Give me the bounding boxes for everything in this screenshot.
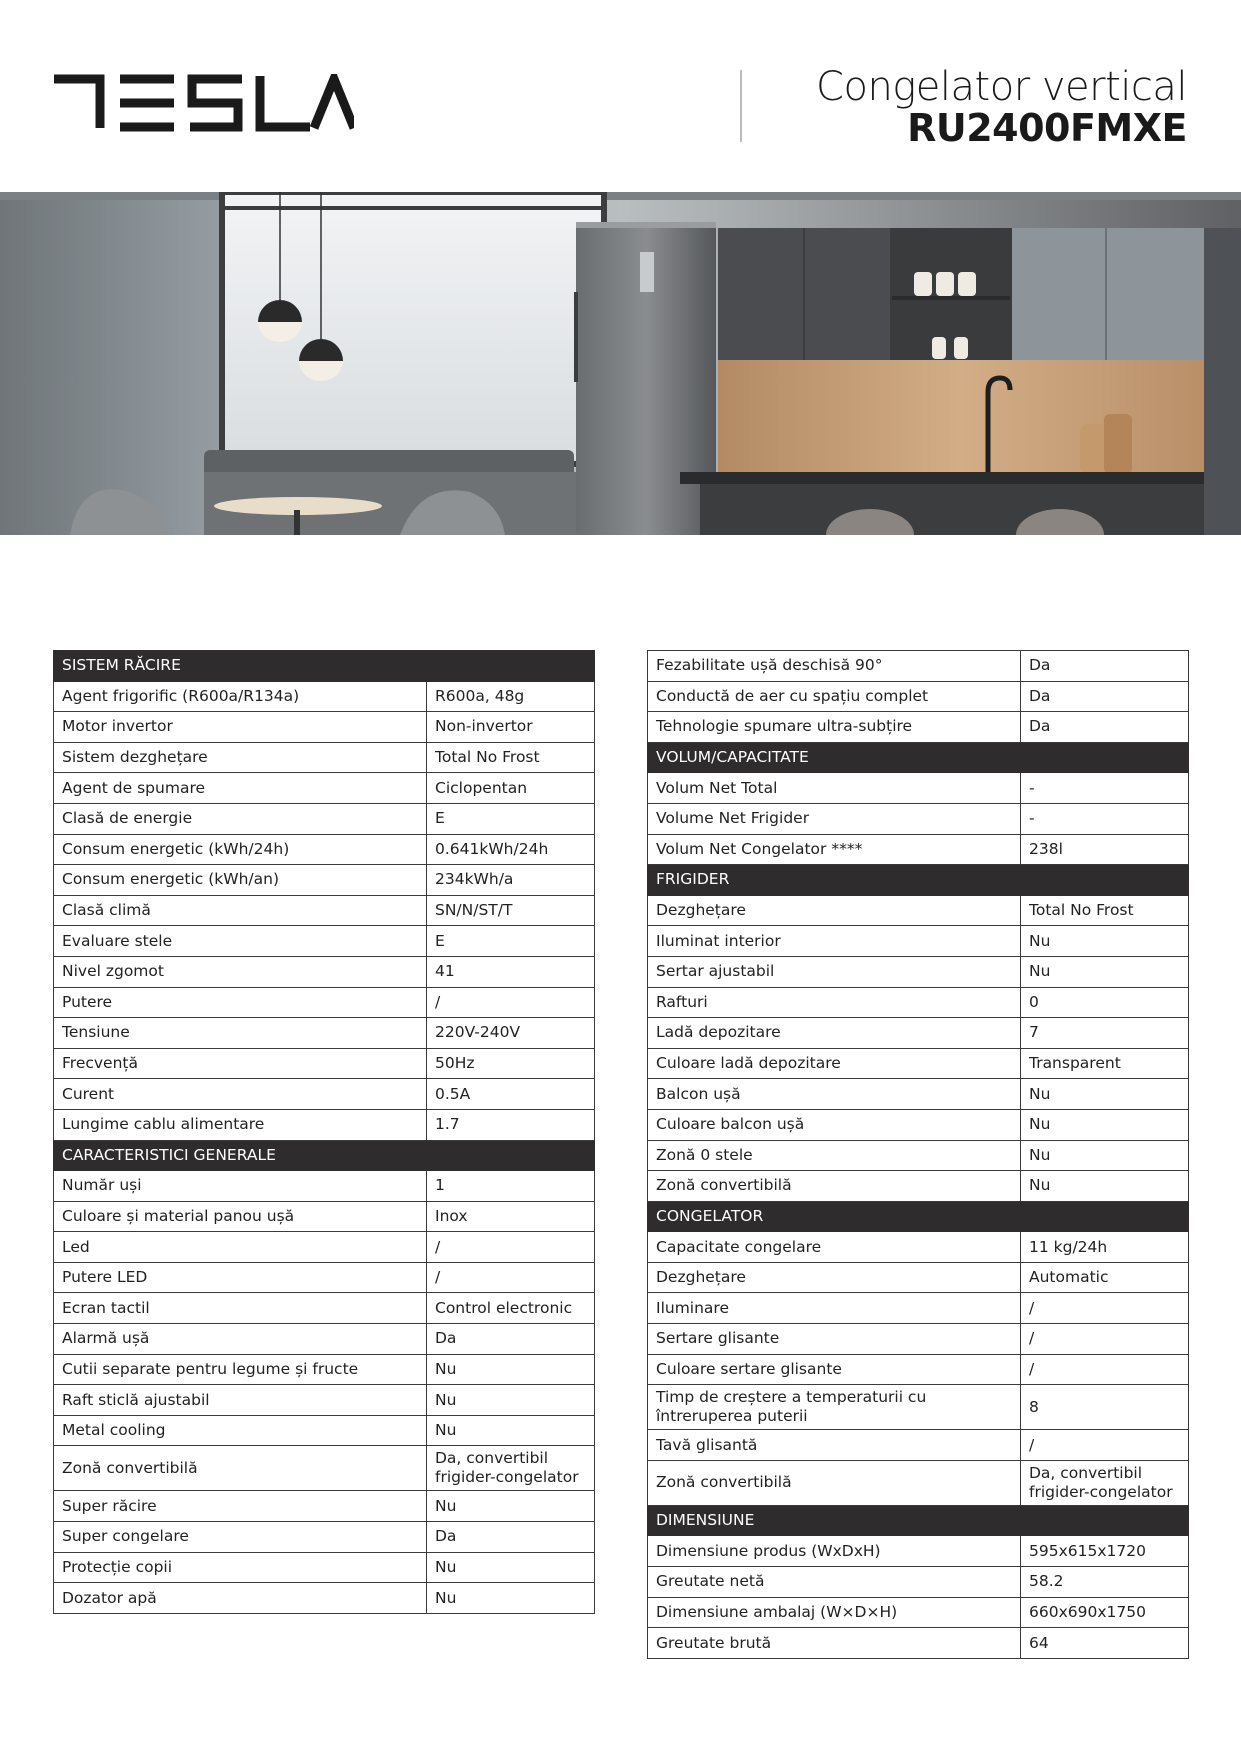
spec-value: 11 kg/24h — [1021, 1232, 1189, 1263]
spec-label: Zonă convertibilă — [54, 1446, 427, 1491]
spec-label: Greutate brută — [648, 1628, 1021, 1659]
section-header-row — [648, 1505, 1189, 1536]
spec-label: Consum energetic (kWh/24h) — [54, 834, 427, 865]
spec-row — [54, 1552, 595, 1583]
spec-row — [648, 773, 1189, 804]
spec-value: Ciclopentan — [427, 773, 595, 804]
spec-value: E — [427, 803, 595, 834]
spec-row — [648, 1232, 1189, 1263]
spec-row — [54, 1583, 595, 1614]
spec-row — [54, 1232, 595, 1263]
page-header — [0, 0, 1241, 192]
spec-label: Ladă depozitare — [648, 1018, 1021, 1049]
spec-value: 0.5A — [427, 1079, 595, 1110]
spec-value: - — [1021, 773, 1189, 804]
spec-label: Zonă convertibilă — [648, 1171, 1021, 1202]
spec-label: Fezabilitate ușă deschisă 90° — [648, 651, 1021, 682]
spec-row — [54, 1079, 595, 1110]
spec-value: Da — [1021, 681, 1189, 712]
spec-label: Dezghețare — [648, 1262, 1021, 1293]
spec-label: Volum Net Total — [648, 773, 1021, 804]
section-title: CONGELATOR — [648, 1201, 1189, 1232]
spec-value: Nu — [427, 1385, 595, 1416]
spec-row — [648, 956, 1189, 987]
spec-label: Culoare balcon ușă — [648, 1109, 1021, 1140]
spec-row — [648, 803, 1189, 834]
spec-value: Da — [427, 1522, 595, 1553]
spec-row — [54, 895, 595, 926]
section-header-row — [54, 1140, 595, 1171]
spec-row — [648, 1430, 1189, 1461]
spec-label: Conductă de aer cu spațiu complet — [648, 681, 1021, 712]
spec-label: Protecție copii — [54, 1552, 427, 1583]
spec-label: Volum Net Congelator **** — [648, 834, 1021, 865]
spec-label: Ecran tactil — [54, 1293, 427, 1324]
spec-label: Alarmă ușă — [54, 1324, 427, 1355]
section-title: SISTEM RĂCIRE — [54, 651, 595, 682]
spec-label: Clasă climă — [54, 895, 427, 926]
spec-row — [54, 865, 595, 896]
section-title: FRIGIDER — [648, 865, 1189, 896]
spec-row — [648, 895, 1189, 926]
spec-row — [54, 956, 595, 987]
spec-label: Zonă 0 stele — [648, 1140, 1021, 1171]
spec-value: Nu — [427, 1354, 595, 1385]
spec-row — [54, 1171, 595, 1202]
spec-label: Lungime cablu alimentare — [54, 1109, 427, 1140]
tesla-logo — [52, 74, 354, 132]
spec-row — [54, 1522, 595, 1553]
spec-value: E — [427, 926, 595, 957]
spec-value: / — [427, 1232, 595, 1263]
spec-value: Inox — [427, 1201, 595, 1232]
spec-label: Agent de spumare — [54, 773, 427, 804]
spec-row — [54, 803, 595, 834]
spec-value: 1 — [427, 1171, 595, 1202]
spec-value: / — [427, 987, 595, 1018]
spec-value: 660x690x1750 — [1021, 1597, 1189, 1628]
spec-value: 7 — [1021, 1018, 1189, 1049]
spec-row — [648, 1324, 1189, 1355]
spec-row — [54, 773, 595, 804]
section-title: VOLUM/CAPACITATE — [648, 742, 1189, 773]
spec-value: 220V-240V — [427, 1018, 595, 1049]
spec-row — [54, 926, 595, 957]
spec-row — [648, 1354, 1189, 1385]
spec-value: / — [1021, 1354, 1189, 1385]
spec-row — [54, 1048, 595, 1079]
spec-value: Nu — [1021, 1171, 1189, 1202]
spec-label: Super răcire — [54, 1491, 427, 1522]
spec-row — [648, 1262, 1189, 1293]
spec-value: - — [1021, 803, 1189, 834]
spec-label: Consum energetic (kWh/an) — [54, 865, 427, 896]
spec-row — [648, 1018, 1189, 1049]
spec-value: 58.2 — [1021, 1567, 1189, 1598]
spec-row — [54, 681, 595, 712]
spec-value: / — [1021, 1430, 1189, 1461]
spec-row — [648, 712, 1189, 743]
spec-label: Timp de creștere a temperaturii cu întreruperea puterii — [648, 1385, 1021, 1430]
spec-value: Nu — [427, 1583, 595, 1614]
section-header-row — [648, 865, 1189, 896]
spec-row — [54, 1018, 595, 1049]
spec-label: Super congelare — [54, 1522, 427, 1553]
spec-row — [648, 1628, 1189, 1659]
spec-value: Nu — [1021, 1079, 1189, 1110]
spec-row — [648, 1536, 1189, 1567]
spec-label: Tehnologie spumare ultra-subțire — [648, 712, 1021, 743]
spec-label: Iluminat interior — [648, 926, 1021, 957]
product-model: RU2400FMXE — [907, 106, 1187, 150]
spec-label: Dezghețare — [648, 895, 1021, 926]
spec-label: Sertare glisante — [648, 1324, 1021, 1355]
spec-value: Automatic — [1021, 1262, 1189, 1293]
spec-value: 0.641kWh/24h — [427, 834, 595, 865]
spec-value: 0 — [1021, 987, 1189, 1018]
spec-value: / — [1021, 1293, 1189, 1324]
spec-value: Da, convertibil frigider-congelator — [427, 1446, 595, 1491]
spec-label: Motor invertor — [54, 712, 427, 743]
spec-row — [54, 1262, 595, 1293]
spec-label: Număr uși — [54, 1171, 427, 1202]
spec-label: Capacitate congelare — [648, 1232, 1021, 1263]
spec-label: Dimensiune produs (WxDxH) — [648, 1536, 1021, 1567]
spec-label: Agent frigorific (R600a/R134a) — [54, 681, 427, 712]
product-title: Congelator vertical — [816, 64, 1187, 110]
spec-label: Raft sticlă ajustabil — [54, 1385, 427, 1416]
spec-row — [648, 1293, 1189, 1324]
spec-row — [54, 712, 595, 743]
section-header-row — [648, 742, 1189, 773]
spec-label: Dozator apă — [54, 1583, 427, 1614]
spec-row — [54, 1446, 595, 1491]
spec-row — [648, 1048, 1189, 1079]
spec-value: SN/N/ST/T — [427, 895, 595, 926]
spec-row — [648, 834, 1189, 865]
spec-label: Putere — [54, 987, 427, 1018]
spec-value: Transparent — [1021, 1048, 1189, 1079]
spec-value: 238l — [1021, 834, 1189, 865]
spec-row — [54, 1354, 595, 1385]
hero-image — [0, 192, 1241, 535]
spec-value: Da — [1021, 712, 1189, 743]
spec-row — [54, 742, 595, 773]
spec-value: Total No Frost — [427, 742, 595, 773]
spec-row — [54, 1385, 595, 1416]
spec-value: / — [1021, 1324, 1189, 1355]
spec-value: Da — [427, 1324, 595, 1355]
spec-value: Nu — [427, 1415, 595, 1446]
spec-row — [54, 1201, 595, 1232]
spec-row — [648, 1140, 1189, 1171]
spec-value: Nu — [427, 1491, 595, 1522]
spec-label: Clasă de energie — [54, 803, 427, 834]
spec-label: Led — [54, 1232, 427, 1263]
spec-value: Da — [1021, 651, 1189, 682]
spec-row — [648, 1567, 1189, 1598]
spec-label: Culoare ladă depozitare — [648, 1048, 1021, 1079]
spec-label: Zonă convertibilă — [648, 1460, 1021, 1505]
spec-value: Nu — [427, 1552, 595, 1583]
spec-value: 8 — [1021, 1385, 1189, 1430]
spec-value: Nu — [1021, 1109, 1189, 1140]
spec-label: Tavă glisantă — [648, 1430, 1021, 1461]
spec-value: 50Hz — [427, 1048, 595, 1079]
spec-label: Culoare sertare glisante — [648, 1354, 1021, 1385]
spec-row — [54, 1415, 595, 1446]
spec-value: Total No Frost — [1021, 895, 1189, 926]
section-title: CARACTERISTICI GENERALE — [54, 1140, 595, 1171]
spec-row — [54, 1293, 595, 1324]
spec-row — [648, 1597, 1189, 1628]
spec-row — [648, 987, 1189, 1018]
spec-row — [54, 1324, 595, 1355]
spec-label: Evaluare stele — [54, 926, 427, 957]
spec-value: Control electronic — [427, 1293, 595, 1324]
spec-value: 595x615x1720 — [1021, 1536, 1189, 1567]
spec-value: / — [427, 1262, 595, 1293]
spec-label: Putere LED — [54, 1262, 427, 1293]
spec-value: Non-invertor — [427, 712, 595, 743]
spec-label: Sistem dezghețare — [54, 742, 427, 773]
section-header-row — [648, 1201, 1189, 1232]
spec-label: Nivel zgomot — [54, 956, 427, 987]
spec-row — [648, 651, 1189, 682]
spec-label: Balcon ușă — [648, 1079, 1021, 1110]
spec-row — [648, 1171, 1189, 1202]
spec-label: Frecvență — [54, 1048, 427, 1079]
spec-value: Nu — [1021, 1140, 1189, 1171]
spec-label: Curent — [54, 1079, 427, 1110]
spec-label: Metal cooling — [54, 1415, 427, 1446]
spec-value: Nu — [1021, 956, 1189, 987]
spec-row — [54, 987, 595, 1018]
spec-value: 234kWh/a — [427, 865, 595, 896]
spec-label: Sertar ajustabil — [648, 956, 1021, 987]
spec-label: Greutate netă — [648, 1567, 1021, 1598]
spec-label: Dimensiune ambalaj (W×D×H) — [648, 1597, 1021, 1628]
spec-value: Da, convertibil frigider-congelator — [1021, 1460, 1189, 1505]
spec-row — [648, 1460, 1189, 1505]
spec-value: Nu — [1021, 926, 1189, 957]
spec-row — [648, 1385, 1189, 1430]
spec-row — [648, 1079, 1189, 1110]
spec-row — [54, 1491, 595, 1522]
spec-row — [648, 926, 1189, 957]
header-divider — [740, 70, 742, 142]
spec-value: 41 — [427, 956, 595, 987]
spec-row — [648, 681, 1189, 712]
section-title: DIMENSIUNE — [648, 1505, 1189, 1536]
spec-label: Iluminare — [648, 1293, 1021, 1324]
spec-value: 1.7 — [427, 1109, 595, 1140]
spec-row — [54, 1109, 595, 1140]
spec-label: Tensiune — [54, 1018, 427, 1049]
spec-label: Cutii separate pentru legume și fructe — [54, 1354, 427, 1385]
spec-value: R600a, 48g — [427, 681, 595, 712]
spec-row — [648, 1109, 1189, 1140]
section-header-row — [54, 651, 595, 682]
spec-value: 64 — [1021, 1628, 1189, 1659]
spec-label: Culoare și material panou ușă — [54, 1201, 427, 1232]
spec-table-left — [53, 650, 595, 1614]
spec-table-right — [647, 650, 1189, 1659]
spec-label: Volume Net Frigider — [648, 803, 1021, 834]
spec-label: Rafturi — [648, 987, 1021, 1018]
spec-row — [54, 834, 595, 865]
